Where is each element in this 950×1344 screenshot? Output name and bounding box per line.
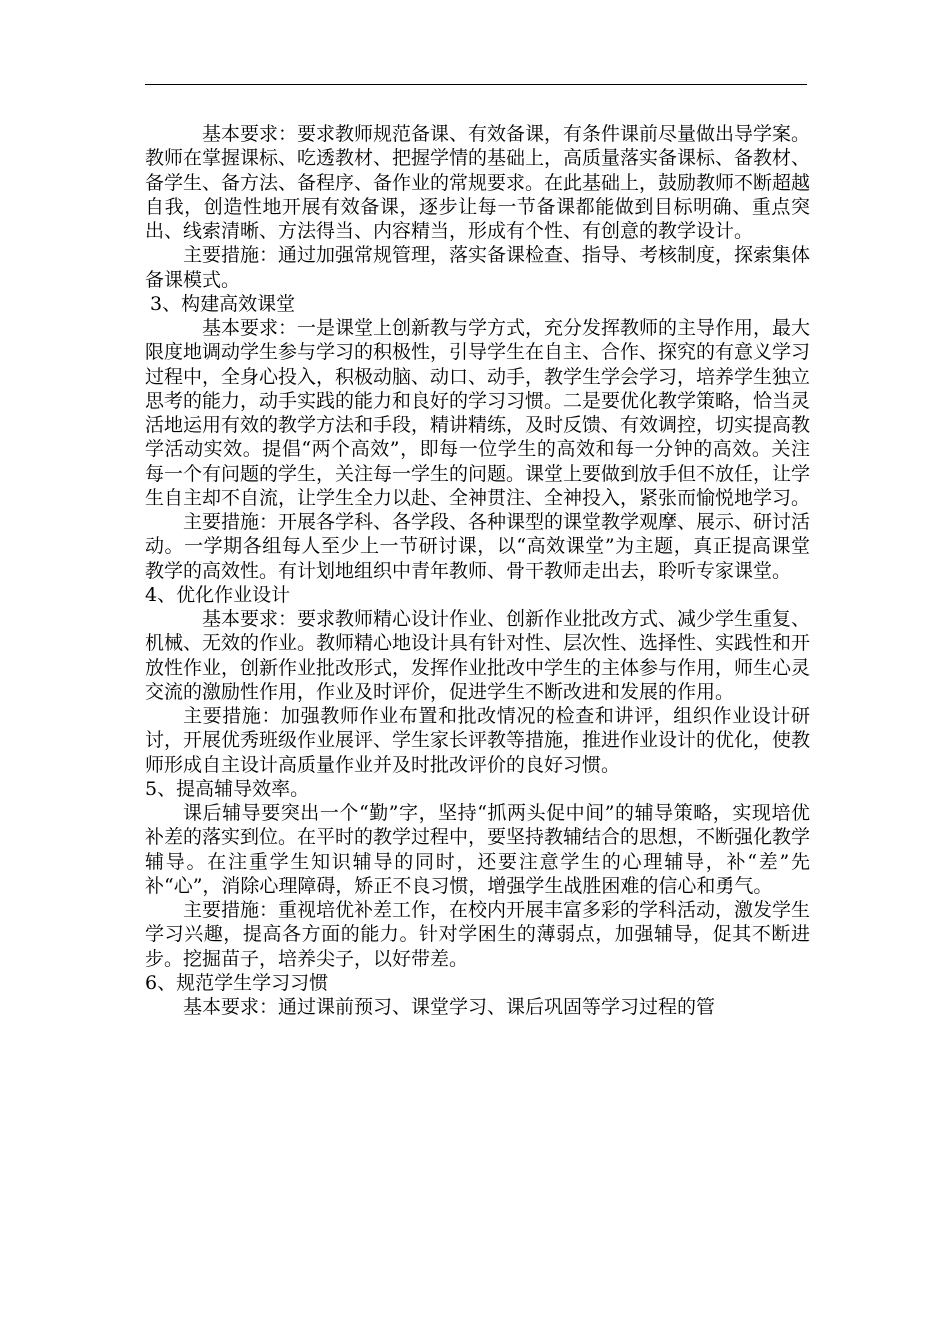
section-heading-homework-design: 4、优化作业设计 (145, 583, 291, 606)
paragraph-classroom-measures: 主要措施：开展各学科、各学段、各种课型的课堂教学观摩、展示、研讨活动。一学期各组每人至少上一节研讨课，以“高效课堂”为主题，真正提高课堂教学的高效性。有计划地组织中青年教师、骨干教师走出去，聆听专家课堂。 (145, 511, 811, 582)
paragraph-habits-requirements: 基本要求：通过课前预习、课堂学习、课后巩固等学习过程的管 (183, 996, 716, 1018)
paragraph-homework-requirements: 基本要求：要求教师精心设计作业、创新作业批改方式、减少学生重复、机械、无效的作业。教师精心地设计具有针对性、层次性、选择性、实践性和开放性作业，创新作业批改形式，发挥作业批改中学生的主体参与作用，师生心灵交流的激励性作用，作业及时评价，促进学生不断改进和发展的作用。 (145, 608, 811, 703)
section-heading-efficient-classroom: 3、构建高效课堂 (150, 292, 296, 315)
page-body (145, 122, 810, 1019)
paragraph-classroom-requirements: 基本要求：一是课堂上创新教与学方式，充分发挥教师的主导作用，最大限度地调动学生参与学习的积极性，引导学生在自主、合作、探究的有意义学习过程中，全身心投入，积极动脑、动口、动手，教学生学会学习，培养学生独立思考的能力，动手实践的能力和良好的学习习惯。二是要优化教学策略，恰当灵活地运用有效的教学方法和手段，精讲精练，及时反馈、有效调控，切实提高教学活动实效。提倡“两个高效”，即每一位学生的高效和每一分钟的高效。关注每一个有问题的学生，关注每一学生的问题。课堂上要做到放手但不放任，让学生自主却不自流，让学生全力以赴、全神贯注、全神投入，紧张而愉悦地学习。 (145, 317, 811, 509)
paragraph-homework-measures: 主要措施：加强教师作业布置和批改情况的检查和讲评，组织作业设计研讨，开展优秀班级作业展评、学生家长评教等措施，推进作业设计的优化，使教师形成自主设计高质量作业并及时批改评价的良好习惯。 (145, 705, 811, 776)
paragraph-tutoring-measures: 主要措施：重视培优补差工作，在校内开展丰富多彩的学科活动，激发学生学习兴趣，提高各方面的能力。针对学困生的薄弱点，加强辅导，促其不断进步。挖掘苗子，培养尖子，以好带差。 (145, 899, 811, 970)
paragraph-tutoring-body: 课后辅导要突出一个“勤”字，坚持“抓两头促中间”的辅导策略，实现培优补差的落实到位。在平时的教学过程中，要坚持教辅结合的思想，不断强化教学辅导。在注重学生知识辅导的同时，还要注意学生的心理辅导，补“差”先补“心”，消除心理障碍，矫正不良习惯，增强学生战胜困难的信心和勇气。 (145, 802, 811, 897)
section-heading-study-habits: 6、规范学生学习习惯 (145, 971, 329, 994)
header-rule (145, 84, 807, 85)
paragraph-prep-measures: 主要措施：通过加强常规管理，落实备课检查、指导、考核制度，探索集体备课模式。 (145, 244, 811, 291)
paragraph-prep-requirements: 基本要求：要求教师规范备课、有效备课，有条件课前尽量做出导学案。教师在掌握课标、吃透教材、把握学情的基础上，高质量落实备课标、备教材、备学生、备方法、备程序、备作业的常规要求。在此基础上，鼓励教师不断超越自我，创造性地开展有效备课，逐步让每一节备课都能做到目标明确、重点突出、线索清晰、方法得当、内容精当，形成有个性、有创意的教学设计。 (145, 123, 811, 242)
section-heading-tutoring-efficiency: 5、提高辅导效率。 (145, 777, 310, 800)
